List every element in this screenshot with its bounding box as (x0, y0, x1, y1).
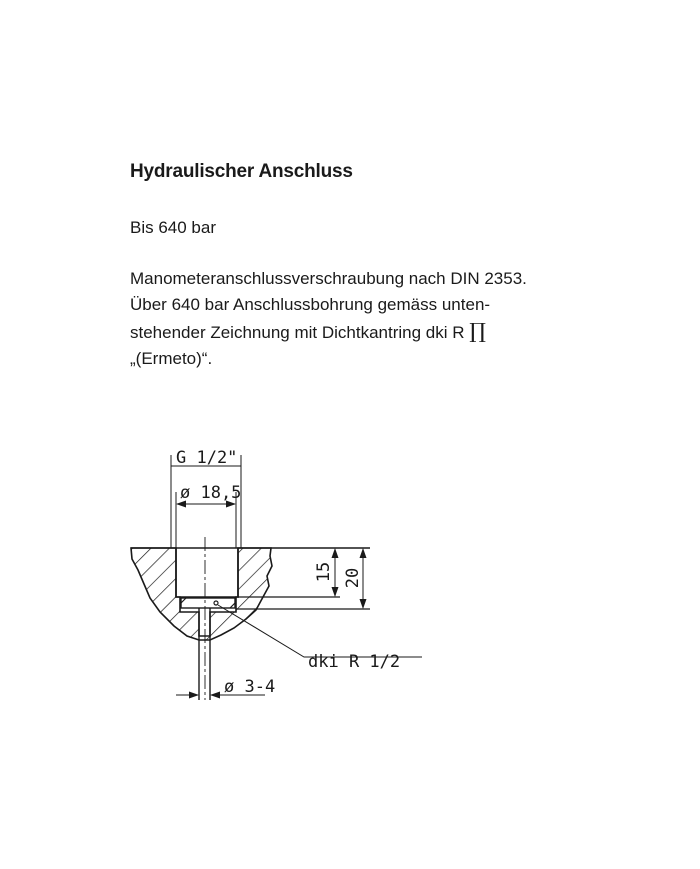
threaded-bore-outline (176, 548, 238, 597)
bore-diameter-label: ø 18,5 (180, 483, 242, 503)
pressure-line: Bis 640 bar (130, 218, 216, 237)
hole-diameter-label: ø 3-4 (224, 677, 276, 697)
seal-ring-label: dki R 1/2 (308, 652, 401, 672)
depth-outer-label: 20 (343, 567, 363, 589)
body-section-hatched (131, 548, 272, 640)
thread-label: G 1/2" (176, 448, 238, 468)
depth-inner-label: 15 (314, 561, 334, 583)
description-line-3: stehender Zeichnung mit Dichtkantring dki R (130, 323, 470, 342)
seal-symbol: ∏ (469, 319, 486, 343)
description-line-4: „(Ermeto)“. (130, 349, 213, 368)
description-line-1: Manometeranschlussverschraubung nach DIN 2353. (130, 269, 527, 288)
description-line-2: Über 640 bar Anschlussbohrung gemäss unten- (130, 295, 491, 314)
section-heading: Hydraulischer Anschluss (130, 161, 353, 182)
seal-ring-recess (181, 598, 235, 608)
